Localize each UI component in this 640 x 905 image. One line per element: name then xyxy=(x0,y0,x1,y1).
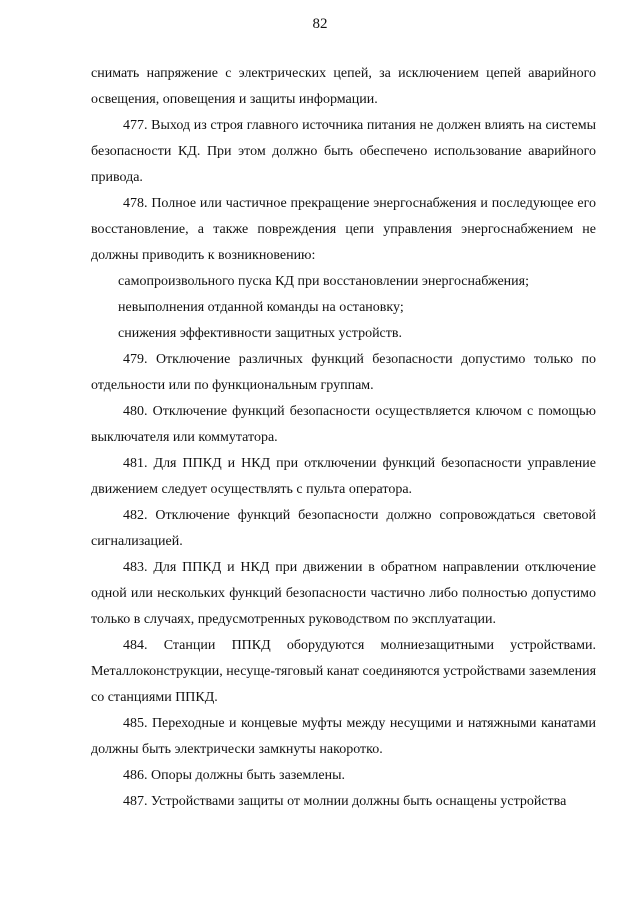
list-item: невыполнения отданной команды на остановку; xyxy=(118,300,404,315)
list-item: снижения эффективности защитных устройств. xyxy=(118,326,402,341)
paragraph-486: 486. Опоры должны быть заземлены. xyxy=(123,768,345,783)
paragraph-480: 480. Отключение функций безопасности осуществляется ключом с помощью выключателя или коммутатора. xyxy=(91,404,596,445)
page-number: 82 xyxy=(312,16,328,32)
paragraph-482: 482. Отключение функций безопасности должно сопровождаться световой сигнализацией. xyxy=(91,508,596,549)
paragraph-485: 485. Переходные и концевые муфты между несущими и натяжными канатами должны быть электрически замкнуты накоротко. xyxy=(91,716,596,757)
paragraph-481: 481. Для ППКД и НКД при отключении функций безопасности управление движением следует осуществлять с пульта оператора. xyxy=(91,456,596,497)
paragraph-478: 478. Полное или частичное прекращение энергоснабжения и последующее его восстановление, а также повреждения цепи управления энергоснабжением не должны приводить к возникновению: xyxy=(91,196,596,263)
paragraph-487: 487. Устройствами защиты от молнии должны быть оснащены устройства xyxy=(123,794,567,809)
paragraph-484: 484. Станции ППКД оборудуются молниезащитными устройствами. Металлоконструкции, несуще-тяговый канат соединяются устройствами заземления со станциями ППКД. xyxy=(91,638,597,705)
paragraph-477: 477. Выход из строя главного источника питания не должен влиять на системы безопасности КД. При этом должно быть обеспечено использование аварийного привода. xyxy=(91,118,596,185)
paragraph-479: 479. Отключение различных функций безопасности допустимо только по отдельности или по функциональным группам. xyxy=(91,352,596,393)
paragraph-continuation: снимать напряжение с электрических цепей, за исключением цепей аварийного освещения, оповещения и защиты информации. xyxy=(91,66,596,107)
document-body xyxy=(91,61,596,815)
paragraph-483: 483. Для ППКД и НКД при движении в обратном направлении отключение одной или нескольких функций безопасности частично либо полностью допустимо только в случаях, предусмотренных руководством по эксплуатации. xyxy=(91,560,596,627)
list-item: самопроизвольного пуска КД при восстановлении энергоснабжения; xyxy=(118,274,529,289)
